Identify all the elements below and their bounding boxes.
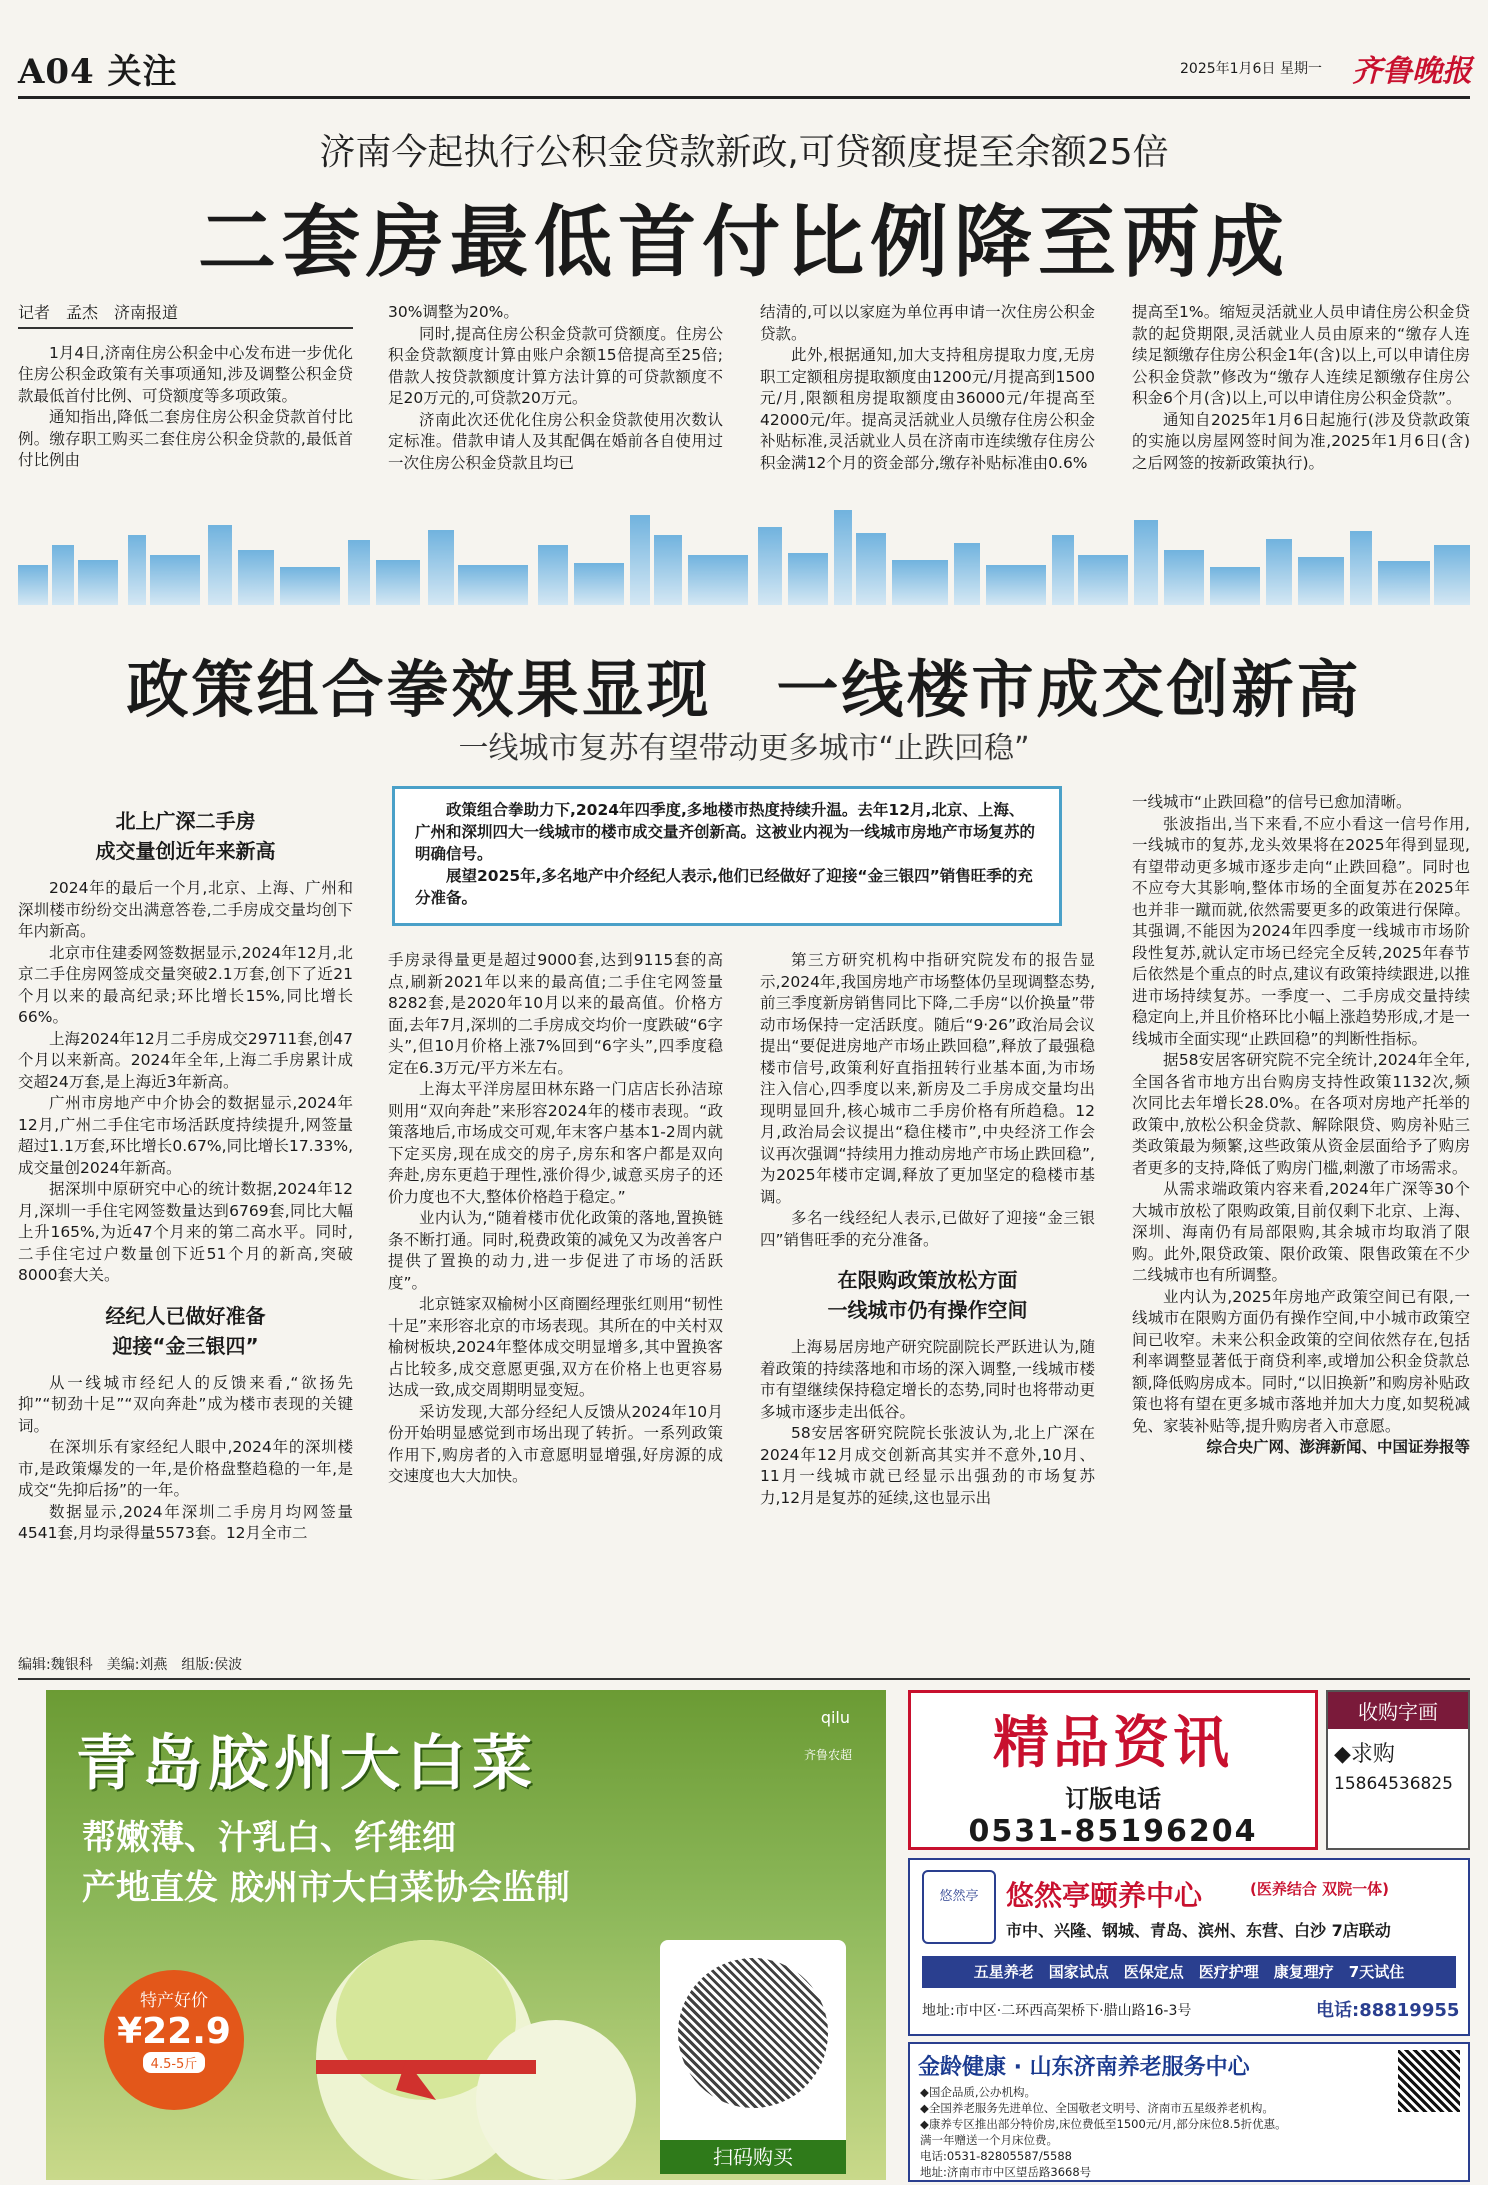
lead-paragraph: 展望2025年,多名地产中介经纪人表示,他们已经做好了迎接“金三银四”销售旺季的充分准备。 xyxy=(415,867,1033,907)
story1-col4 xyxy=(1132,302,1470,474)
brand-name: 齐鲁农超 xyxy=(803,1748,852,1762)
header-rule xyxy=(18,96,1470,99)
youran-address: 地址:市中区·二环西高架桥下·腊山路16-3号 xyxy=(922,2003,1192,2019)
editor-credits: 编辑:魏银科 美编:刘燕 组版:侯波 xyxy=(18,1657,243,1673)
qilu-logo-icon: qilu xyxy=(820,1708,850,1727)
city-skyline-illustration xyxy=(18,505,1470,605)
subhead: 北上广深二手房 成交量创近年来新高 xyxy=(95,809,276,863)
jingpin-ad xyxy=(908,1690,1318,1850)
phone-label: 电话: xyxy=(1316,2000,1360,2021)
buy-art-head: 收购字画 xyxy=(1328,1692,1468,1729)
jinan-ad-title: 金龄健康 · 山东济南养老服务中心 xyxy=(918,2055,1250,2080)
story1-col3 xyxy=(760,302,1095,474)
story1-byline: 记者 孟杰 济南报道 xyxy=(18,302,353,329)
paragraph: 通知自2025年1月6日起施行(涉及贷款政策的实施以房屋网签时间为准,2025年1月6日(含)之后网签的按新政策执行)。 xyxy=(1132,410,1470,472)
paragraph: 北京链家双榆树小区商圈经理张红则用“韧性十足”来形容北京的市场表现。其所在的中关村双榆树板块,2024年整体成交明显增多,其中置换客占比较多,成交意愿更强,双方在价格上也更容易达成一致,成交周期明显变短。 xyxy=(388,1295,723,1399)
youran-cities: 市中、兴隆、钢城、青岛、滨州、东营、白沙 7店联动 xyxy=(1006,1921,1391,1940)
paragraph: 业内认为,“随着楼市优化政策的落地,置换链条不断打通。同时,税费政策的减免又为改善客户提供了置换的动力,进一步促进了市场的活跃度”。 xyxy=(388,1209,723,1292)
list-item: 满一年赠送一个月床位费。 xyxy=(920,2133,1058,2147)
cabbage-image xyxy=(296,1910,636,2180)
story1-col2 xyxy=(388,302,723,474)
scan-to-buy-button[interactable]: 扫码购买 xyxy=(660,2140,846,2174)
paragraph: 在深圳乐有家经纪人眼中,2024年的深圳楼市,是政策爆发的一年,是价格盘整趋稳的一年,是成交“先抑后扬”的一年。 xyxy=(18,1438,353,1499)
buy-art-phone: 15864536825 xyxy=(1334,1774,1453,1794)
jinan-ad-list xyxy=(920,2084,1287,2180)
paragraph: 据58安居客研究院不完全统计,2024年全年,全国各省市地方出台购房支持性政策1132次,频次同比去年增长28.0%。在各项对房地产托举的政策中,放松公积金贷款、解除限贷、购房补贴三类政策最为频繁,这些政策从资金层面给予了购房者更多的支持,降低了购房门槛,刺激了市场需求。 xyxy=(1132,1051,1470,1177)
price-tag-label: 特产好价 xyxy=(140,1991,208,2011)
subhead: 经纪人已做好准备 迎接“金三银四” xyxy=(105,1303,266,1358)
paragraph: 广州市房地产中介协会的数据显示,2024年12月,广州二手住宅市场活跃度持续提升,网签量超过1.1万套,环比增长0.67%,同比增长17.33%,成交量创2024年新高。 xyxy=(18,1094,353,1177)
paragraph: 采访发现,大部分经纪人反馈从2024年10月份开始明显感觉到市场出现了转折。一系列政策作用下,购房者的入市意愿明显增强,好房源的成交速度也大大加快。 xyxy=(388,1402,723,1485)
qr-code-icon[interactable] xyxy=(1398,2050,1460,2112)
jinan-elderly-ad xyxy=(908,2042,1470,2182)
paragraph: 张波指出,当下来看,不应小看这一信号作用,一线城市的复苏,龙头效果将在2025年得到显现,有望带动更多城市逐步走向“止跌回稳”。同时也不应夸大其影响,整体市场的全面复苏在2025年也并非一蹴而就,依然需要更多的政策进行保障。其强调,不能因为2024年四季度一线城市市场阶段性复苏,就认定市场已经完全反转,2025年春节后依然是个重点的时点,建议有政策持续跟进,以推进市场持续复苏。一季度一、二手房成交量持续稳定向上,并且价格环比小幅上涨趋势形成,才是一线城市全面实现“止跌回稳”的判断性指标。 xyxy=(1132,814,1470,1048)
cabbage-ad-line2: 产地直发 胶州市大白菜协会监制 xyxy=(82,1868,570,1908)
story1-subtitle: 济南今起执行公积金贷款新政,可贷额度提至余额25倍 xyxy=(319,132,1169,173)
paragraph: 北京市住建委网签数据显示,2024年12月,北京二手住房网签成交量突破2.1万套,创下了近21个月以来的最高纪录;环比增长15%,同比增长66%。 xyxy=(18,943,353,1026)
paragraph: 从一线城市经纪人的反馈来看,“欲扬先抑”“韧劲十足”“双向奔赴”成为楼市表现的关键词。 xyxy=(18,1373,353,1435)
lead-paragraph: 政策组合拳助力下,2024年四季度,多地楼市热度持续升温。去年12月,北京、上海、广州和深圳四大一线城市的楼市成交量齐创新高。这被业内视为一线城市房地产市场复苏的明确信号。 xyxy=(415,801,1036,863)
cabbage-ad[interactable] xyxy=(46,1690,886,2180)
buy-art-item: ◆求购 xyxy=(1334,1742,1395,1767)
youran-tag: (医养结合 双院一体) xyxy=(1250,1880,1389,1898)
paragraph: 数据显示,2024年深圳二手房月均网签量4541套,月均录得量5573套。12月全市二 xyxy=(18,1502,353,1542)
list-item: 地址:济南市市中区望岳路3668号 xyxy=(920,2165,1092,2179)
newspaper-logo: 齐鲁晚报 xyxy=(1352,54,1472,89)
paragraph: 第三方研究机构中指研究院发布的报告显示,2024年,我国房地产市场整体仍呈现调整态势,前三季度新房销售同比下降,二手房“以价换量”带动市场保持一定活跃度。随后“9·26”政治局会议提出“要促进房地产市场止跌回稳”,释放了最强稳楼市信号,政策利好直指扭转行业基本面,为市场注入信心,四季度以来,新房及二手房成交量均出现明显回升,核心城市二手房价格有所趋稳。12月,政治局会议提出“稳住楼市”,中央经济工作会议再次强调“持续用力推动房地产市场止跌回稳”,为2025年楼市定调,释放了更加坚定的稳楼市基调。 xyxy=(760,951,1095,1206)
story2-col2 xyxy=(388,950,723,1488)
paragraph: 据深圳中原研究中心的统计数据,2024年12月,深圳一手住宅网签数量达到6769套,同比大幅上升165%,为近47个月来的第二高水平。同时,二手住宅过户数量创下近51个月的新高,突破8000套大关。 xyxy=(18,1180,353,1284)
cabbage-ad-title: 青岛胶州大白菜 xyxy=(76,1729,538,1799)
issue-date: 2025年1月6日 xyxy=(1180,61,1276,77)
paragraph: 58安居客研究院院长张波认为,北上广深在2024年12月成交创新高其实并不意外,10月、11月一线城市就已经显示出强劲的市场复苏力,12月是复苏的延续,这也显示出 xyxy=(760,1424,1095,1507)
buy-art-ad xyxy=(1326,1690,1470,1850)
price-value: ¥22.9 xyxy=(117,2011,231,2052)
paragraph: 业内认为,2025年房地产政策空间已有限,一线城市在限购方面仍有操作空间,中小城市政策空间已收窄。未来公积金政策的空间依然存在,包括利率调整显著低于商贷利率,或增加公积金贷款总额,降低购房成本。同时,“以旧换新”和购房补贴政策也将有望在更多城市落地并加大力度,如契税减免、家装补贴等,提升购房者入市意愿。 xyxy=(1132,1287,1470,1435)
footer-rule xyxy=(18,1678,1470,1680)
paragraph: 多名一线经纪人表示,已做好了迎接“金三银四”销售旺季的充分准备。 xyxy=(760,1209,1095,1249)
price-tag xyxy=(104,1970,244,2110)
list-item: ◆康养专区推出部分特价房,床位费低至1500元/月,部分床位8.5折优惠。 xyxy=(920,2117,1287,2131)
section-label: A04 关注 xyxy=(18,52,178,92)
paragraph: 2024年的最后一个月,北京、上海、广州和深圳楼市纷纷交出满意答卷,二手房成交量均创下年内新高。 xyxy=(18,879,353,940)
story2-title: 政策组合拳效果显现 一线楼市成交创新高 xyxy=(126,653,1362,726)
paragraph: 通知指出,降低二套房住房公积金贷款首付比例。缴存职工购买二套住房公积金贷款的,最低首付比例由 xyxy=(18,408,353,469)
youran-title: 悠然亭颐养中心 xyxy=(1006,1879,1203,1912)
list-item: ◆全国养老服务先进单位、全国敬老文明号、济南市五星级养老机构。 xyxy=(920,2101,1274,2115)
paragraph: 从需求端政策内容来看,2024年广深等30个大城市放松了限购政策,目前仅剩下北京、上海、深圳、海南仍有局部限购,其余城市均取消了限购。此外,限贷政策、限价政策、限售政策在不少二线城市也有所调整。 xyxy=(1132,1180,1470,1284)
subhead: 在限购政策放松方面 一线城市仍有操作空间 xyxy=(827,1268,1028,1322)
list-item: 电话:0531-82805587/5588 xyxy=(920,2149,1072,2163)
paragraph: 此外,根据通知,加大支持租房提取力度,无房职工定额租房提取额度由1200元/月提高到1500元/月,限额租房提取额度由36000元/年提高至42000元/年。提高灵活就业人员缴存住房公积金补贴标准,灵活就业人员在济南市连续缴存住房公积金满12个月的资金部分,缴存补贴标准由0.6% xyxy=(760,346,1095,472)
paragraph: 结清的,可以以家庭为单位再申请一次住房公积金贷款。 xyxy=(760,303,1095,343)
paragraph: 提高至1%。缩短灵活就业人员申请住房公积金贷款的起贷期限,灵活就业人员由原来的“缴存人连续足额缴存住房公积金1年(含)以上,可以申请住房公积金贷款”修改为“缴存人连续足额缴存住房公积金6个月(含)以上,可以申请住房公积金贷款”。 xyxy=(1132,303,1470,407)
story1-col1 xyxy=(18,302,353,472)
paragraph: 上海2024年12月二手房成交29711套,创47个月以来新高。2024年全年,上海二手房累计成交超24万套,是上海近3年新高。 xyxy=(18,1029,353,1091)
paragraph: 30%调整为20%。 xyxy=(388,303,519,321)
list-item: ◆国企品质,公办机构。 xyxy=(920,2085,1036,2099)
jingpin-ad-phone: 0531-85196204 xyxy=(968,1814,1258,1849)
issue-weekday: 星期一 xyxy=(1280,61,1322,77)
phone-number: 88819955 xyxy=(1359,2000,1460,2021)
youran-ad xyxy=(908,1858,1470,2036)
jingpin-ad-title: 精品资讯 xyxy=(993,1711,1233,1776)
qr-code-icon[interactable] xyxy=(660,1940,846,2150)
cabbage-ad-line1: 帮嫩薄、汁乳白、纤维细 xyxy=(82,1818,456,1858)
paragraph: 1月4日,济南住房公积金中心发布进一步优化住房公积金政策有关事项通知,涉及调整公积金贷款最低首付比例、可贷额度等多项政策。 xyxy=(18,343,353,405)
source-credit: 综合央广网、澎湃新闻、中国证券报等 xyxy=(1206,1438,1470,1456)
paragraph: 同时,提高住房公积金贷款可贷额度。住房公积金贷款额度计算由账户余额15倍提高至25倍;借款人按贷款额度计算方法计算的可贷款额度不足20万元的,可贷款20万元。 xyxy=(388,324,723,407)
story2-col1 xyxy=(18,800,353,1545)
story2-col3 xyxy=(760,950,1095,1509)
story2-lead-box xyxy=(392,786,1062,926)
price-unit: 4.5-5斤 xyxy=(143,2052,206,2073)
paragraph: 济南此次还优化住房公积金贷款使用次数认定标准。借款申请人及其配偶在婚前各自使用过一次住房公积金贷款且均已 xyxy=(388,410,723,472)
youran-features: 五星养老 国家试点 医保定点 医疗护理 康复理疗 7天试住 xyxy=(922,1956,1456,1988)
paragraph: 上海易居房地产研究院副院长严跃进认为,随着政策的持续落地和市场的深入调整,一线城市楼市有望继续保持稳定增长的态势,同时也将带动更多城市逐步走出低谷。 xyxy=(760,1338,1095,1421)
story1-title: 二套房最低首付比例降至两成 xyxy=(197,198,1290,288)
youran-logo-icon: 悠然亭 xyxy=(922,1870,996,1944)
jingpin-ad-sub: 订版电话 xyxy=(1065,1785,1161,1813)
paragraph: 上海太平洋房屋田林东路一门店店长孙洁琼则用“双向奔赴”来形容2024年的楼市表现。“政策落地后,市场成交可观,年末客户基本1-2周内就下定买房,现在成交的房子,房东和客户都是双向奔赴,房东更趋于理性,涨价得少,诚意买房子的还价力度也不大,整体价格趋于稳定。” xyxy=(388,1080,723,1206)
paragraph: 一线城市“止跌回稳”的信号已愈加清晰。 xyxy=(1132,793,1412,811)
paragraph: 手房录得量更是超过9000套,达到9115套的高点,刷新2021年以来的最高值;二手住宅网签量8282套,是2020年10月以来的最高值。价格方面,去年7月,深圳的二手房成交均价一度跌破“6字头”,但10月价格上涨7%回到“6字头”,四季度稳定在6.3万元/平方米左右。 xyxy=(388,951,723,1077)
story2-col4 xyxy=(1132,792,1470,1459)
youran-phone xyxy=(1316,1996,1459,2022)
story2-subtitle: 一线城市复苏有望带动更多城市“止跌回稳” xyxy=(458,731,1030,766)
